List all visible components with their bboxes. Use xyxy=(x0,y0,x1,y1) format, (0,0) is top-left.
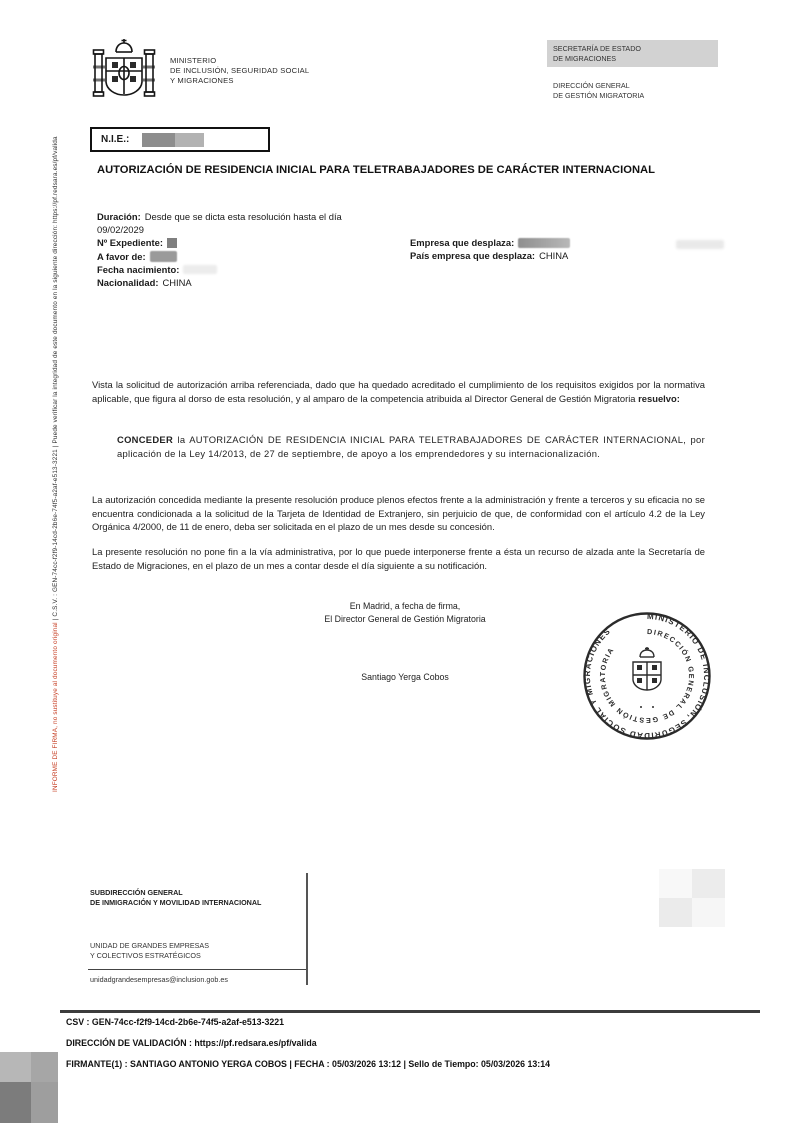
fecha-nacimiento-row: Fecha nacimiento: xyxy=(97,263,342,276)
redacted-favor-value xyxy=(150,251,177,262)
footer-divider-horizontal xyxy=(88,969,307,970)
seal-coat-of-arms-icon xyxy=(633,647,661,708)
nie-box xyxy=(90,127,270,152)
csv-lateral-text: | C.S.V. : GEN-74cc-f2f9-14cd-2b6e-74f5-a2af-e513-3221 | Puede verificar la integridad de este documento en la siguiente dirección: https://pf.redsara.es/pf/valida xyxy=(52,136,59,623)
signature-place: En Madrid, a fecha de firma, xyxy=(349,601,461,611)
corner-artifact-checker xyxy=(0,1052,58,1123)
redacted-nie-value xyxy=(175,133,204,147)
seal-inner-text: DIRECCIÓN GENERAL DE GESTIÓN MIGRATORIA xyxy=(597,626,697,726)
lateral-validation-strip xyxy=(52,26,66,792)
paragraph-recurso-alzada: La presente resolución no pone fin a la vía administrativa, por lo que puede interponerse frente a ésta un recurso de alzada ante la Secretaría de Estado de Migraciones, en el plazo de un mes a contar desde el día siguiente a su notificación. xyxy=(92,546,705,571)
spain-coat-of-arms-icon xyxy=(92,36,156,106)
nacionalidad-row: Nacionalidad: CHINA xyxy=(97,277,192,289)
informe-firma-text: INFORME DE FIRMA, no sustituye al documento original xyxy=(52,622,59,792)
redacted-smudge xyxy=(676,240,724,249)
validation-rule xyxy=(60,1010,760,1013)
redacted-fecha-value xyxy=(183,265,217,274)
seal-outer-text: MINISTERIO DE INCLUSIÓN, SEGURIDAD SOCIAL Y MIGRACIONES xyxy=(582,611,712,741)
paragraph-conceder: CONCEDER la AUTORIZACIÓN DE RESIDENCIA INICIAL PARA TELETRABAJADORES DE CARÁCTER INTERNACIONAL, por aplicación de la Ley 14/2013, de 27 de septiembre, de apoyo a los emprendedores y su internacionalización. xyxy=(117,434,705,459)
csv-value: CSV : GEN-74cc-f2f9-14cd-2b6e-74f5-a2af-e513-3221 xyxy=(66,1017,285,1027)
signature-name: Santiago Yerga Cobos xyxy=(361,672,449,682)
ministry-name: MINISTERIO DE INCLUSIÓN, SEGURIDAD SOCIAL Y MIGRACIONES xyxy=(170,56,310,85)
details-left-column xyxy=(97,210,342,289)
redacted-expediente-value xyxy=(167,238,177,248)
paragraph-autorizacion-concedida: La autorización concedida mediante la presente resolución produce plenos efectos frente a la administración y frente a terceros y su eficacia no se encuentra condicionada a la solicitud de la Tarjeta de Identidad de Extranjero, sin perjuicio de que, de conformidad con el artículo 4.2 de la Ley Orgánica 4/2000, de 11 de enero, deba ser solicitada en el plazo de un mes desde su concesión. xyxy=(92,494,705,533)
ministry-seal-stamp xyxy=(581,610,713,742)
signature-role: El Director General de Gestión Migratoria xyxy=(324,614,486,624)
secretaria-estado-box: SECRETARÍA DE ESTADO DE MIGRACIONES xyxy=(547,40,718,67)
signature-heading xyxy=(235,600,575,626)
document-title: AUTORIZACIÓN DE RESIDENCIA INICIAL PARA TELETRABAJADORES DE CARÁCTER INTERNACIONAL xyxy=(97,164,655,176)
direccion-general-label: DIRECCIÓN GENERAL DE GESTIÓN MIGRATORIA xyxy=(553,81,645,100)
signer-line: FIRMANTE(1) : SANTIAGO ANTONIO YERGA COBOS | FECHA : 05/03/2026 13:12 | Sello de Tiempo: 05/03/2026 13:14 xyxy=(66,1059,551,1069)
duracion-row: Duración: Desde que se dicta esta resolución hasta el día xyxy=(97,211,342,222)
redacted-empresa-value xyxy=(518,238,570,248)
redacted-nie-value xyxy=(142,133,175,147)
unidad-grandes-empresas-label: UNIDAD DE GRANDES EMPRESAS Y COLECTIVOS ESTRATÉGICOS xyxy=(90,941,210,960)
watermark-checker xyxy=(659,869,725,927)
nie-label: N.I.E.: xyxy=(101,134,130,145)
pais-empresa-row: País empresa que desplaza: CHINA xyxy=(410,250,569,262)
subdireccion-general-label: SUBDIRECCIÓN GENERAL DE INMIGRACIÓN Y MOVILIDAD INTERNACIONAL xyxy=(90,888,262,907)
contact-email: unidadgrandesempresas@inclusion.gob.es xyxy=(90,975,228,984)
expediente-row: Nº Expediente: xyxy=(97,236,342,249)
validation-url: DIRECCIÓN DE VALIDACIÓN : https://pf.redsara.es/pf/valida xyxy=(66,1038,317,1048)
paragraph-vista-solicitud: Vista la solicitud de autorización arriba referenciada, dado que ha quedado acreditado el cumplimiento de los requisitos exigidos por la normativa aplicable, que figura al dorso de esta resolución, y al amparo de la competencia atribuida al Director General de Gestión Migratoria resuelvo: xyxy=(92,379,705,404)
details-right-column xyxy=(410,236,570,262)
footer-divider-vertical xyxy=(306,873,308,985)
empresa-row: Empresa que desplaza: xyxy=(410,236,570,249)
duracion-date: 09/02/2029 xyxy=(97,224,144,236)
a-favor-row: A favor de: xyxy=(97,250,342,263)
